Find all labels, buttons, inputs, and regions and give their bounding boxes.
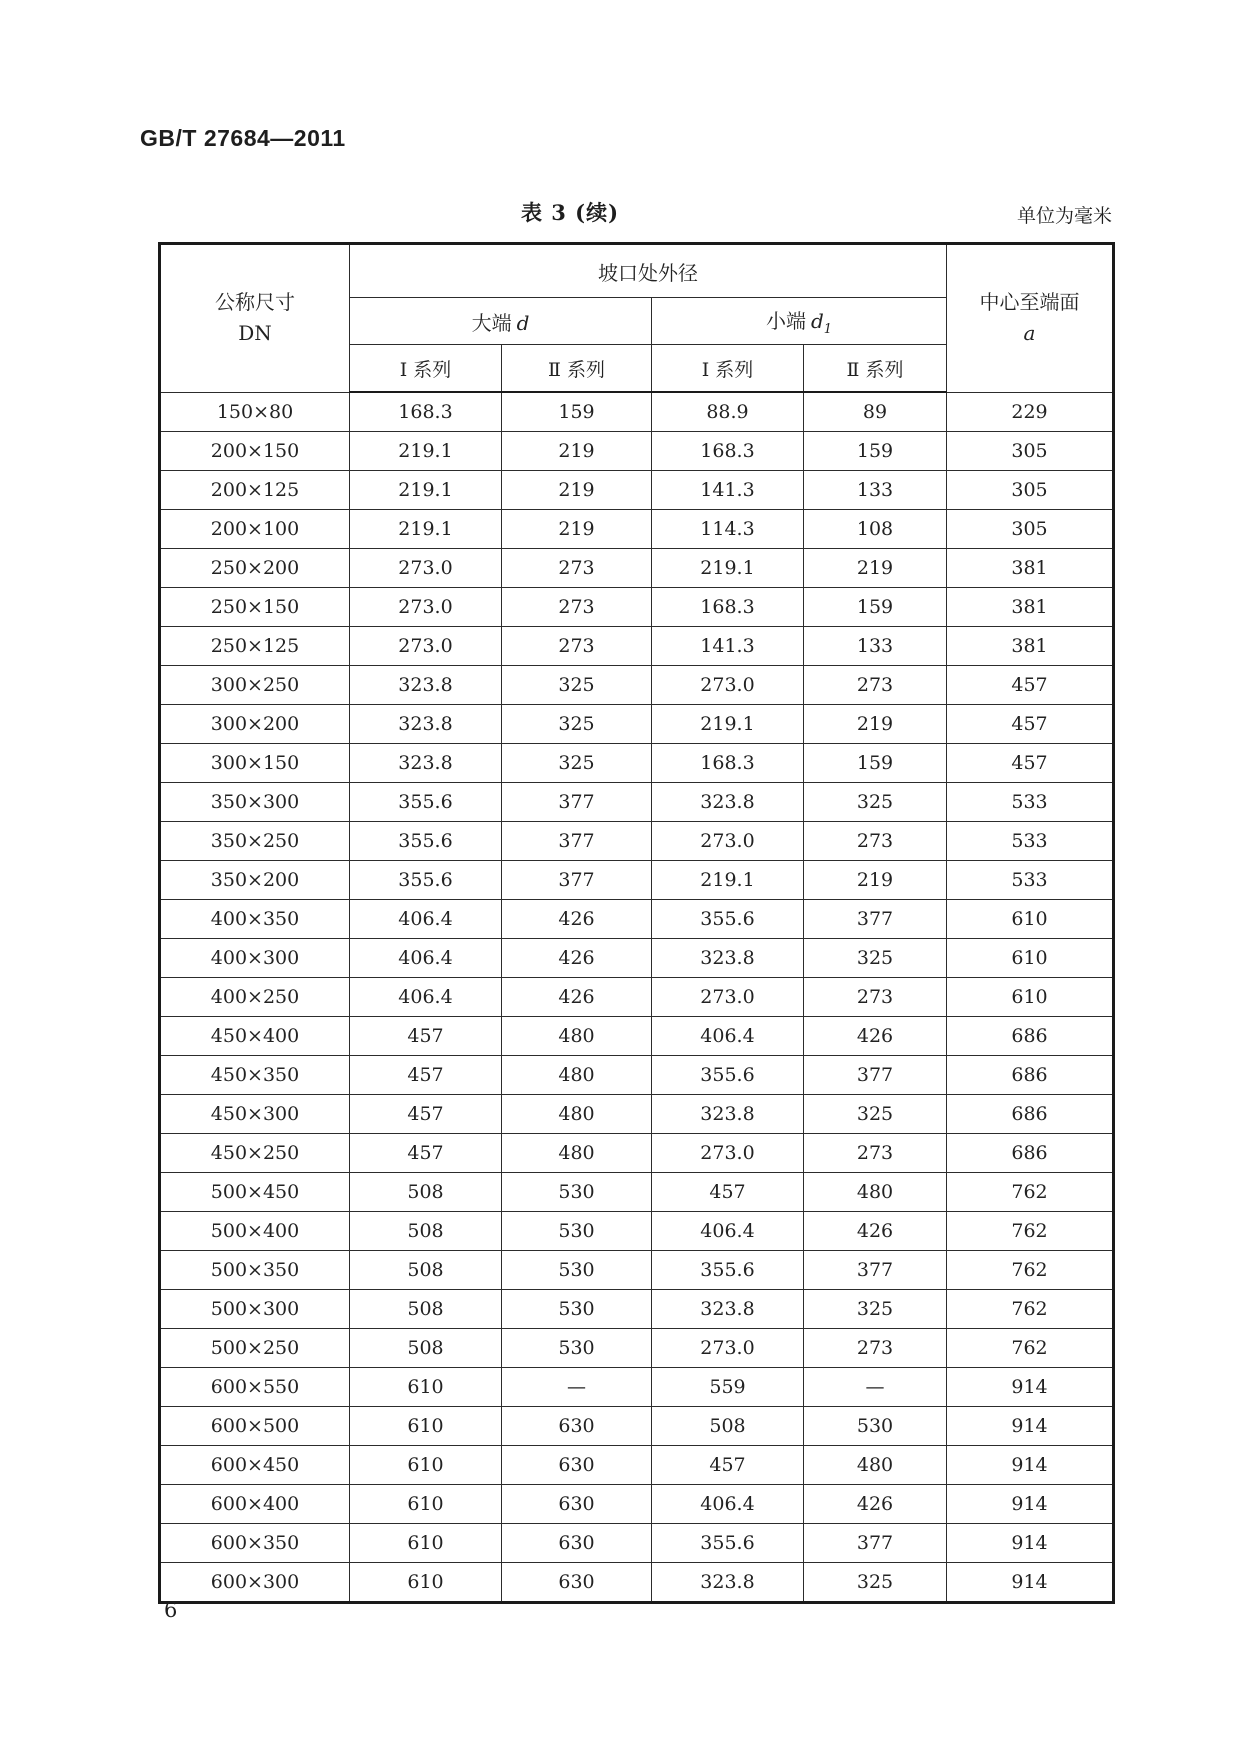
dn-cell: 500×250: [160, 1329, 350, 1368]
value-cell: 480: [804, 1446, 947, 1485]
header-nominal-size-symbol: DN: [238, 321, 272, 346]
dn-cell: 400×300: [160, 939, 350, 978]
value-cell: 530: [502, 1212, 652, 1251]
dn-cell: 200×100: [160, 510, 350, 549]
table-row: [160, 1407, 1114, 1446]
table-row: [160, 1056, 1114, 1095]
dn-cell: 400×350: [160, 900, 350, 939]
value-cell: 325: [804, 939, 947, 978]
value-cell: 610: [947, 900, 1114, 939]
value-cell: 406.4: [652, 1017, 804, 1056]
value-cell: 325: [804, 1095, 947, 1134]
value-cell: 168.3: [652, 744, 804, 783]
table-row: [160, 1329, 1114, 1368]
value-cell: 426: [502, 939, 652, 978]
value-cell: 273.0: [652, 822, 804, 861]
value-cell: 219: [502, 432, 652, 471]
value-cell: 377: [804, 1251, 947, 1290]
value-cell: 610: [350, 1563, 502, 1603]
header-small-end-symbol: d: [810, 309, 824, 333]
value-cell: 141.3: [652, 471, 804, 510]
value-cell: —: [804, 1368, 947, 1407]
header-nominal-size-label: 公称尺寸: [215, 290, 295, 315]
dn-cell: 500×400: [160, 1212, 350, 1251]
dn-cell: 600×400: [160, 1485, 350, 1524]
value-cell: 219.1: [350, 510, 502, 549]
dn-cell: 350×250: [160, 822, 350, 861]
table-row: [160, 432, 1114, 471]
value-cell: 610: [350, 1524, 502, 1563]
header-nominal-size: [160, 244, 350, 393]
value-cell: 686: [947, 1056, 1114, 1095]
value-cell: 914: [947, 1368, 1114, 1407]
value-cell: 914: [947, 1407, 1114, 1446]
value-cell: 530: [502, 1173, 652, 1212]
value-cell: 406.4: [350, 939, 502, 978]
value-cell: 457: [350, 1056, 502, 1095]
value-cell: 630: [502, 1407, 652, 1446]
value-cell: 914: [947, 1485, 1114, 1524]
value-cell: 686: [947, 1095, 1114, 1134]
value-cell: 610: [947, 978, 1114, 1017]
value-cell: 377: [502, 861, 652, 900]
value-cell: 457: [947, 744, 1114, 783]
value-cell: 457: [350, 1095, 502, 1134]
dn-cell: 500×450: [160, 1173, 350, 1212]
value-cell: 480: [502, 1134, 652, 1173]
value-cell: 325: [804, 783, 947, 822]
value-cell: 508: [652, 1407, 804, 1446]
table-row: [160, 1368, 1114, 1407]
table-row: [160, 1446, 1114, 1485]
value-cell: —: [502, 1368, 652, 1407]
value-cell: 273: [502, 549, 652, 588]
dn-cell: 150×80: [160, 392, 350, 432]
value-cell: 305: [947, 432, 1114, 471]
value-cell: 355.6: [652, 1056, 804, 1095]
value-cell: 273: [804, 1134, 947, 1173]
header-center-to-end-symbol: a: [1023, 321, 1036, 346]
value-cell: 323.8: [350, 666, 502, 705]
value-cell: 914: [947, 1524, 1114, 1563]
value-cell: 762: [947, 1290, 1114, 1329]
header-series-1-small: Ⅰ 系列: [652, 345, 804, 393]
value-cell: 457: [947, 705, 1114, 744]
value-cell: 219: [502, 510, 652, 549]
value-cell: 325: [502, 744, 652, 783]
header-small-end: [652, 298, 947, 345]
value-cell: 355.6: [652, 1251, 804, 1290]
value-cell: 323.8: [652, 1563, 804, 1603]
value-cell: 508: [350, 1290, 502, 1329]
value-cell: 273: [804, 978, 947, 1017]
value-cell: 457: [947, 666, 1114, 705]
dn-cell: 500×350: [160, 1251, 350, 1290]
header-series-2-big: Ⅱ 系列: [502, 345, 652, 393]
table-row: [160, 392, 1114, 432]
value-cell: 377: [502, 822, 652, 861]
header-small-end-label: 小端: [765, 309, 806, 333]
value-cell: 323.8: [350, 744, 502, 783]
dn-cell: 450×350: [160, 1056, 350, 1095]
value-cell: 533: [947, 783, 1114, 822]
table-row: [160, 1212, 1114, 1251]
table-row: [160, 666, 1114, 705]
value-cell: 630: [502, 1446, 652, 1485]
value-cell: 610: [947, 939, 1114, 978]
value-cell: 355.6: [652, 1524, 804, 1563]
table-row: [160, 588, 1114, 627]
value-cell: 229: [947, 392, 1114, 432]
value-cell: 426: [804, 1485, 947, 1524]
value-cell: 914: [947, 1563, 1114, 1603]
value-cell: 533: [947, 822, 1114, 861]
table-row: [160, 1134, 1114, 1173]
value-cell: 273.0: [350, 627, 502, 666]
value-cell: 219.1: [652, 861, 804, 900]
value-cell: 273: [502, 588, 652, 627]
table-row: [160, 744, 1114, 783]
value-cell: 762: [947, 1212, 1114, 1251]
value-cell: 159: [502, 392, 652, 432]
dn-cell: 450×250: [160, 1134, 350, 1173]
value-cell: 762: [947, 1173, 1114, 1212]
value-cell: 686: [947, 1134, 1114, 1173]
table-row: [160, 510, 1114, 549]
value-cell: 630: [502, 1524, 652, 1563]
table-body: [160, 392, 1114, 1603]
value-cell: 381: [947, 588, 1114, 627]
header-center-to-end-label: 中心至端面: [979, 290, 1080, 315]
value-cell: 159: [804, 744, 947, 783]
value-cell: 426: [804, 1212, 947, 1251]
dn-cell: 250×200: [160, 549, 350, 588]
value-cell: 273: [804, 666, 947, 705]
dn-cell: 450×400: [160, 1017, 350, 1056]
table-title: 表 3 (续): [520, 200, 620, 225]
dn-cell: 300×200: [160, 705, 350, 744]
dn-cell: 600×350: [160, 1524, 350, 1563]
value-cell: 323.8: [652, 1095, 804, 1134]
value-cell: 610: [350, 1407, 502, 1446]
value-cell: 141.3: [652, 627, 804, 666]
value-cell: 377: [804, 1056, 947, 1095]
value-cell: 377: [502, 783, 652, 822]
dn-cell: 300×250: [160, 666, 350, 705]
dn-cell: 600×300: [160, 1563, 350, 1603]
value-cell: 426: [804, 1017, 947, 1056]
table-row: [160, 549, 1114, 588]
value-cell: 457: [652, 1446, 804, 1485]
value-cell: 530: [502, 1251, 652, 1290]
value-cell: 325: [502, 705, 652, 744]
value-cell: 323.8: [652, 939, 804, 978]
value-cell: 559: [652, 1368, 804, 1407]
value-cell: 273: [804, 822, 947, 861]
value-cell: 168.3: [652, 588, 804, 627]
table-row: [160, 1251, 1114, 1290]
table-row: [160, 1017, 1114, 1056]
table-row: [160, 861, 1114, 900]
value-cell: 305: [947, 510, 1114, 549]
dn-cell: 300×150: [160, 744, 350, 783]
value-cell: 406.4: [652, 1485, 804, 1524]
table-row: [160, 822, 1114, 861]
spec-table: [158, 242, 1115, 1604]
value-cell: 273.0: [652, 978, 804, 1017]
value-cell: 325: [502, 666, 652, 705]
value-cell: 406.4: [350, 978, 502, 1017]
value-cell: 159: [804, 432, 947, 471]
value-cell: 325: [804, 1290, 947, 1329]
table-row: [160, 1524, 1114, 1563]
dn-cell: 350×300: [160, 783, 350, 822]
table-row: [160, 1290, 1114, 1329]
value-cell: 480: [804, 1173, 947, 1212]
value-cell: 355.6: [652, 900, 804, 939]
value-cell: 381: [947, 627, 1114, 666]
value-cell: 219: [502, 471, 652, 510]
value-cell: 480: [502, 1095, 652, 1134]
value-cell: 457: [652, 1173, 804, 1212]
value-cell: 273.0: [350, 549, 502, 588]
value-cell: 508: [350, 1329, 502, 1368]
value-cell: 168.3: [652, 432, 804, 471]
value-cell: 219: [804, 549, 947, 588]
header-series-1-big: Ⅰ 系列: [350, 345, 502, 393]
value-cell: 89: [804, 392, 947, 432]
standard-code: GB/T 27684—2011: [140, 125, 346, 151]
value-cell: 480: [502, 1056, 652, 1095]
value-cell: 114.3: [652, 510, 804, 549]
page-number: 6: [164, 1598, 178, 1622]
value-cell: 686: [947, 1017, 1114, 1056]
table-row: [160, 1173, 1114, 1212]
value-cell: 355.6: [350, 861, 502, 900]
value-cell: 323.8: [652, 1290, 804, 1329]
unit-note: 单位为毫米: [1016, 205, 1112, 227]
table-row: [160, 900, 1114, 939]
value-cell: 323.8: [350, 705, 502, 744]
value-cell: 325: [804, 1563, 947, 1603]
table-row: [160, 1563, 1114, 1603]
header-bevel-outside-diameter: 坡口处外径: [350, 244, 947, 298]
dn-cell: 500×300: [160, 1290, 350, 1329]
value-cell: 88.9: [652, 392, 804, 432]
table-row: [160, 783, 1114, 822]
dn-cell: 600×500: [160, 1407, 350, 1446]
header-big-end-label: 大端: [471, 310, 512, 335]
header-center-to-end: [947, 244, 1114, 393]
value-cell: 273.0: [652, 1329, 804, 1368]
value-cell: 273: [502, 627, 652, 666]
dn-cell: 600×450: [160, 1446, 350, 1485]
value-cell: 610: [350, 1485, 502, 1524]
value-cell: 355.6: [350, 783, 502, 822]
value-cell: 133: [804, 471, 947, 510]
value-cell: 406.4: [350, 900, 502, 939]
value-cell: 133: [804, 627, 947, 666]
value-cell: 159: [804, 588, 947, 627]
value-cell: 273: [804, 1329, 947, 1368]
value-cell: 219: [804, 861, 947, 900]
table-row: [160, 939, 1114, 978]
value-cell: 305: [947, 471, 1114, 510]
value-cell: 219.1: [652, 549, 804, 588]
value-cell: 610: [350, 1368, 502, 1407]
header-small-end-subscript: 1: [823, 322, 833, 337]
value-cell: 914: [947, 1446, 1114, 1485]
header-big-end-symbol: d: [516, 310, 530, 335]
table-row: [160, 1095, 1114, 1134]
dn-cell: 250×150: [160, 588, 350, 627]
value-cell: 426: [502, 900, 652, 939]
value-cell: 355.6: [350, 822, 502, 861]
value-cell: 108: [804, 510, 947, 549]
table-row: [160, 705, 1114, 744]
value-cell: 406.4: [652, 1212, 804, 1251]
dn-cell: 350×200: [160, 861, 350, 900]
value-cell: 630: [502, 1563, 652, 1603]
value-cell: 533: [947, 861, 1114, 900]
value-cell: 762: [947, 1329, 1114, 1368]
header-series-2-small: Ⅱ 系列: [804, 345, 947, 393]
value-cell: 610: [350, 1446, 502, 1485]
value-cell: 457: [350, 1134, 502, 1173]
value-cell: 530: [502, 1329, 652, 1368]
value-cell: 508: [350, 1173, 502, 1212]
value-cell: 480: [502, 1017, 652, 1056]
value-cell: 219.1: [350, 471, 502, 510]
value-cell: 762: [947, 1251, 1114, 1290]
header-big-end: [350, 298, 652, 345]
value-cell: 508: [350, 1212, 502, 1251]
value-cell: 273.0: [350, 588, 502, 627]
value-cell: 273.0: [652, 666, 804, 705]
table-header: [160, 244, 1114, 393]
value-cell: 530: [804, 1407, 947, 1446]
dn-cell: 450×300: [160, 1095, 350, 1134]
dn-cell: 250×125: [160, 627, 350, 666]
value-cell: 168.3: [350, 392, 502, 432]
table-row: [160, 1485, 1114, 1524]
value-cell: 508: [350, 1251, 502, 1290]
value-cell: 219.1: [652, 705, 804, 744]
value-cell: 219: [804, 705, 947, 744]
dn-cell: 200×125: [160, 471, 350, 510]
value-cell: 323.8: [652, 783, 804, 822]
value-cell: 219.1: [350, 432, 502, 471]
value-cell: 377: [804, 900, 947, 939]
table-row: [160, 978, 1114, 1017]
value-cell: 426: [502, 978, 652, 1017]
table-row: [160, 627, 1114, 666]
value-cell: 630: [502, 1485, 652, 1524]
value-cell: 377: [804, 1524, 947, 1563]
value-cell: 273.0: [652, 1134, 804, 1173]
table-row: [160, 471, 1114, 510]
value-cell: 530: [502, 1290, 652, 1329]
value-cell: 457: [350, 1017, 502, 1056]
dn-cell: 600×550: [160, 1368, 350, 1407]
dn-cell: 400×250: [160, 978, 350, 1017]
dn-cell: 200×150: [160, 432, 350, 471]
value-cell: 381: [947, 549, 1114, 588]
